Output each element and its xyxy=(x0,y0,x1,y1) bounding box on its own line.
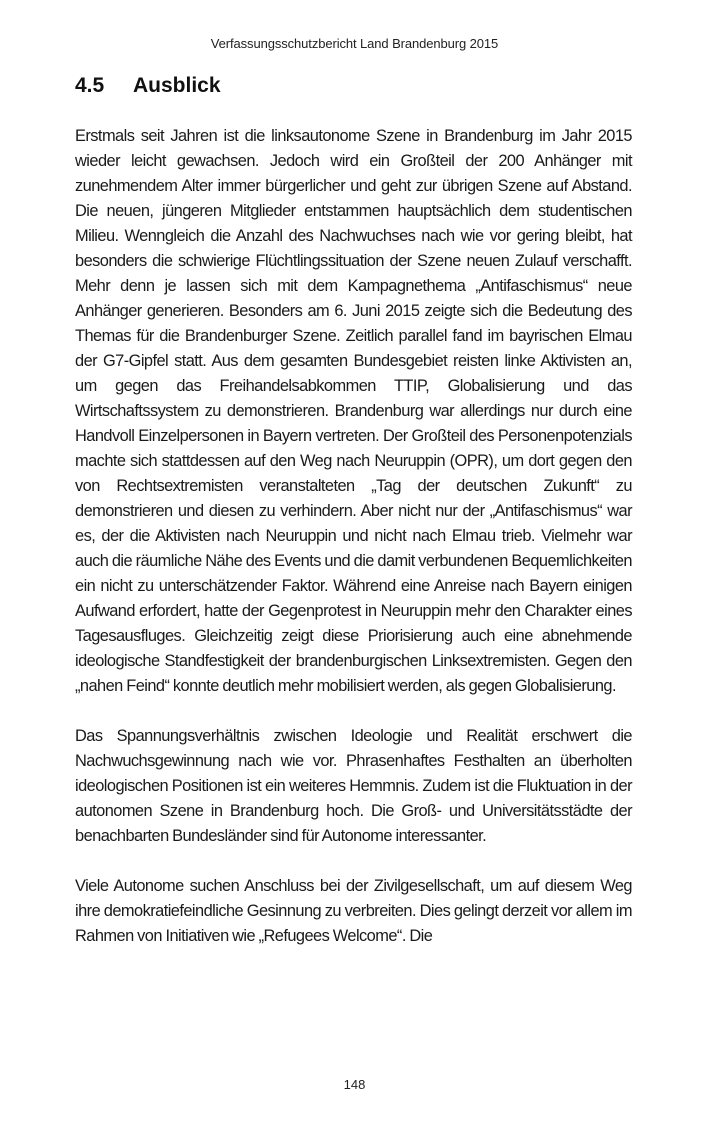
body-text xyxy=(75,124,632,974)
page-number: 148 xyxy=(343,1077,366,1092)
paragraph: Viele Autonome suchen Anschluss bei der Zivilgesellschaft, um auf diesem Weg ihre demokratiefeindliche Gesinnung zu verbreiten. Dies gelingt derzeit vor allem im Rahmen von Initiativen wie „Refugees Welcome“. Die xyxy=(75,877,632,945)
paragraph: Erstmals seit Jahren ist die linksautonome Szene in Brandenburg im Jahr 2015 wieder leicht gewachsen. Jedoch wird ein Großteil der 200 Anhänger mit zunehmendem Alter immer bürgerlicher und geht zur übrigen Szene auf Abstand. Die neuen, jüngeren Mitglieder entstammen hauptsächlich dem studentischen Milieu. Wenngleich die Anzahl des Nachwuchses nach wie vor gering bleibt, hat besonders die schwierige Flüchtlingssituation der Szene neuen Zulauf verschafft. Mehr denn je lassen sich mit dem Kampagnethema „Antifaschismus“ neue Anhänger generieren. Besonders am 6. Juni 2015 zeigte sich die Bedeutung des Themas für die Brandenburger Szene. Zeitlich parallel fand im bayrischen Elmau der G7-Gipfel statt. Aus dem gesamten Bundesgebiet reisten linke Aktivisten an, um gegen das Freihandelsabkommen TTIP, Globalisierung und das Wirtschaftssystem zu demonstrieren. Brandenburg war allerdings nur durch eine Handvoll Einzelpersonen in Bayern vertreten. Der Großteil des Personenpotenzials machte sich stattdessen auf den Weg nach Neuruppin (OPR), um dort gegen den von Rechtsextremisten veranstalteten „Tag der deutschen Zukunft“ zu demonstrieren und diesen zu verhindern. Aber nicht nur der „Antifaschismus“ war es, der die Aktivisten nach Neuruppin und nicht nach Elmau trieb. Vielmehr war auch die räumliche Nähe des Events und die damit verbundenen Bequemlichkeiten ein nicht zu unterschätzender Faktor. Während eine Anreise nach Bayern einigen Aufwand erfordert, hatte der Gegenprotest in Neuruppin mehr den Charakter eines Tagesausfluges. Gleichzeitig zeigt diese Priorisierung auch eine abnehmende ideologische Standfestigkeit der brandenburgischen Linksextremisten. Gegen den „nahen Feind“ konnte deutlich mehr mobilisiert werden, als gegen Globalisierung. xyxy=(75,127,632,695)
paragraph: Das Spannungsverhältnis zwischen Ideologie und Realität erschwert die Nachwuchsgewinnung nach wie vor. Phrasenhaftes Festhalten an überholten ideologischen Positionen ist ein weiteres Hemmnis. Zudem ist die Fluktuation in der autonomen Szene in Brandenburg hoch. Die Groß- und Universitätsstädte der benachbarten Bundesländer sind für Autonome interessanter. xyxy=(75,727,632,845)
section-title: Ausblick xyxy=(133,74,221,97)
section-number: 4.5 xyxy=(75,74,105,97)
section-heading xyxy=(75,74,221,98)
running-header: Verfassungsschutzbericht Land Brandenburg 2015 xyxy=(210,36,499,51)
